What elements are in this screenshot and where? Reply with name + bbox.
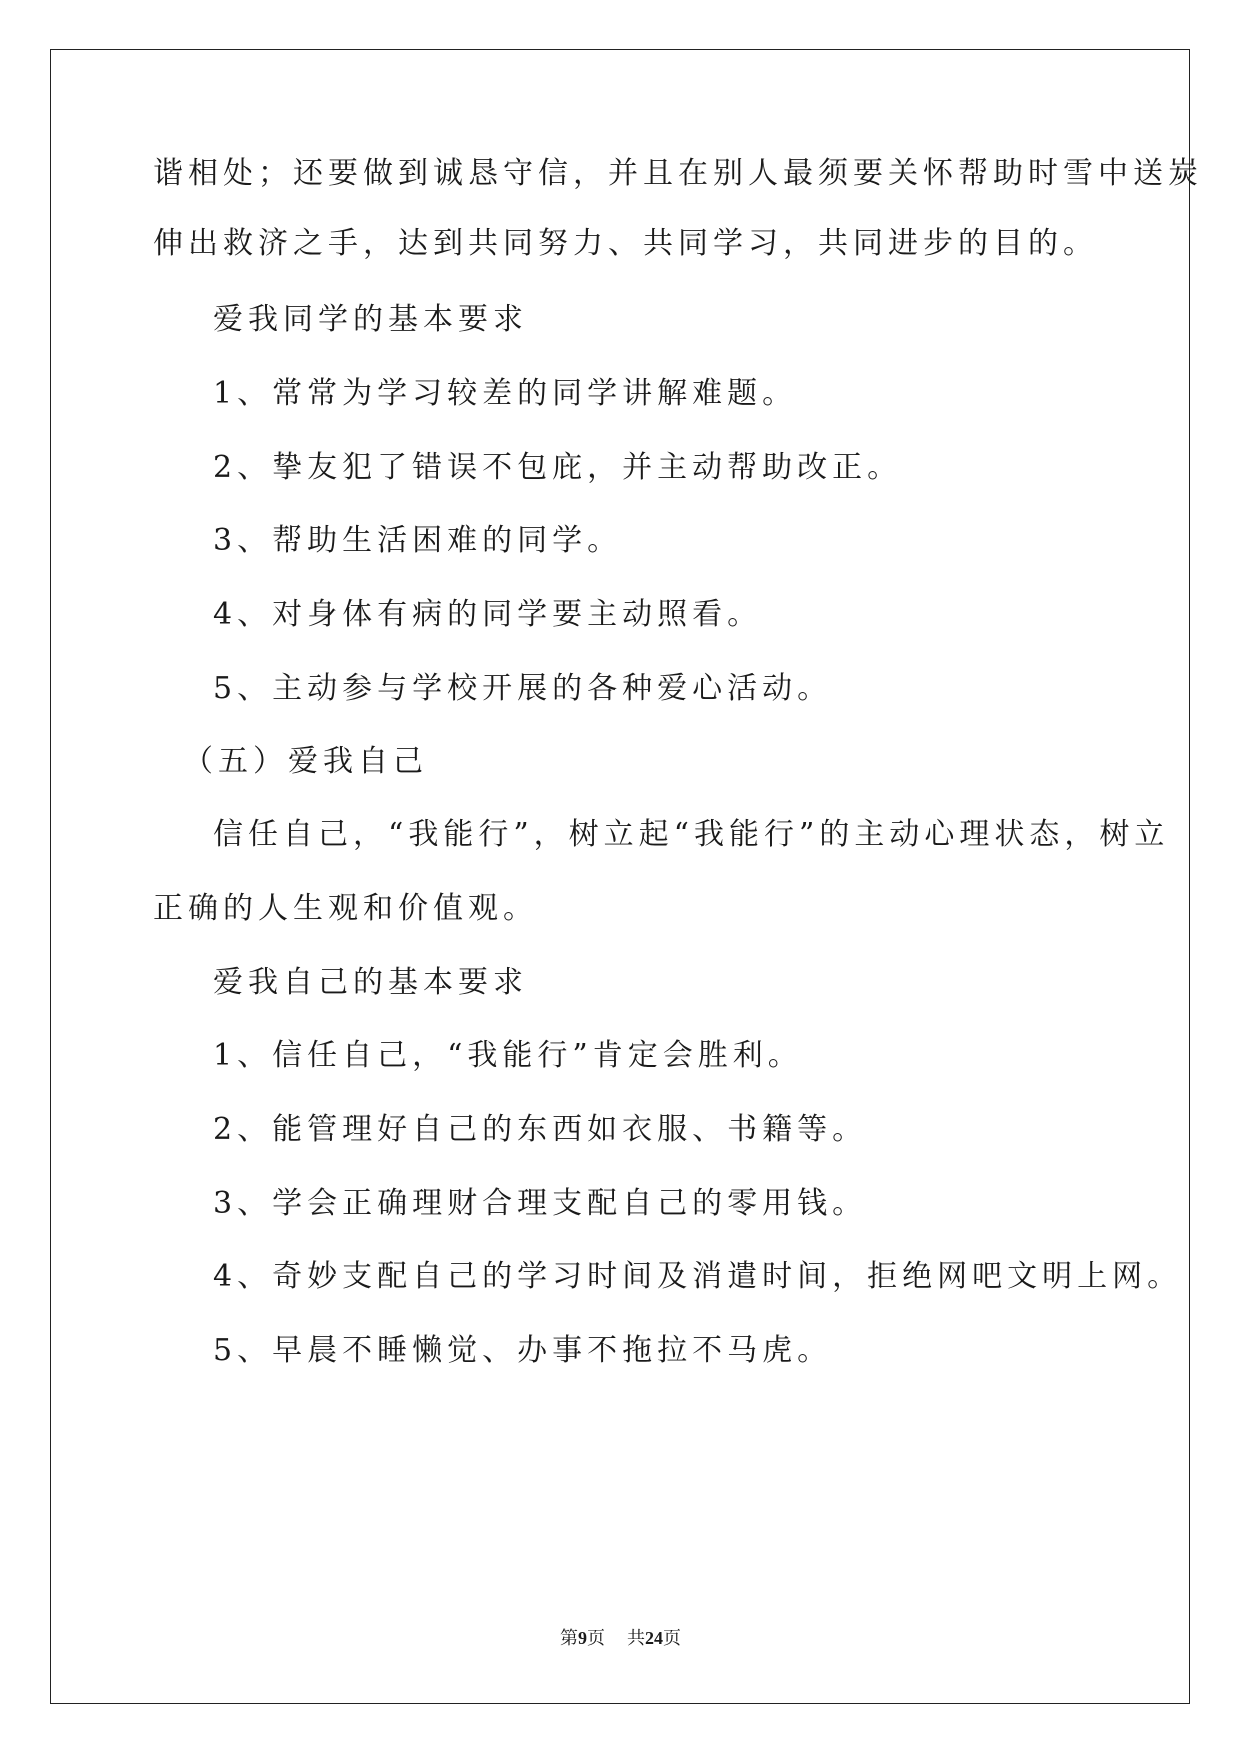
total-unit: 页 [663, 1628, 681, 1648]
paragraph-line: 信任自己，“我能行”，树立起“我能行”的主动心理状态，树立 [213, 817, 1170, 852]
list-item: 1、常常为学习较差的同学讲解难题。 [213, 376, 798, 411]
list-item: 3、帮助生活困难的同学。 [213, 523, 623, 558]
page-prefix: 第 [560, 1628, 578, 1648]
list-item: 5、主动参与学校开展的各种爱心活动。 [213, 671, 833, 706]
page-footer [0, 1626, 1241, 1650]
list-item: 2、挚友犯了错误不包庇，并主动帮助改正。 [213, 450, 903, 485]
list-item: 4、对身体有病的同学要主动照看。 [213, 597, 763, 632]
page-unit: 页 [587, 1628, 605, 1648]
page-number: 9 [578, 1628, 587, 1648]
list-item: 5、早晨不睡懒觉、办事不拖拉不马虎。 [213, 1333, 833, 1368]
list-item: 1、信任自己，“我能行”肯定会胜利。 [213, 1038, 803, 1073]
total-prefix: 共 [627, 1628, 645, 1648]
list-item: 4、奇妙支配自己的学习时间及消遣时间，拒绝网吧文明上网。 [213, 1259, 1183, 1294]
list-item: 2、能管理好自己的东西如衣服、书籍等。 [213, 1112, 868, 1147]
section-heading: （五）爱我自己 [183, 744, 428, 779]
section-heading: 爱我自己的基本要求 [213, 965, 528, 1000]
total-pages: 24 [645, 1628, 663, 1648]
section-heading: 爱我同学的基本要求 [213, 302, 528, 337]
list-item: 3、学会正确理财合理支配自己的零用钱。 [213, 1186, 868, 1221]
page-border [50, 49, 1190, 1704]
paragraph-line: 伸出救济之手，达到共同努力、共同学习，共同进步的目的。 [153, 226, 1098, 261]
paragraph-line: 谐相处；还要做到诚恳守信，并且在别人最须要关怀帮助时雪中送炭 [153, 156, 1203, 191]
paragraph-line: 正确的人生观和价值观。 [153, 891, 538, 926]
